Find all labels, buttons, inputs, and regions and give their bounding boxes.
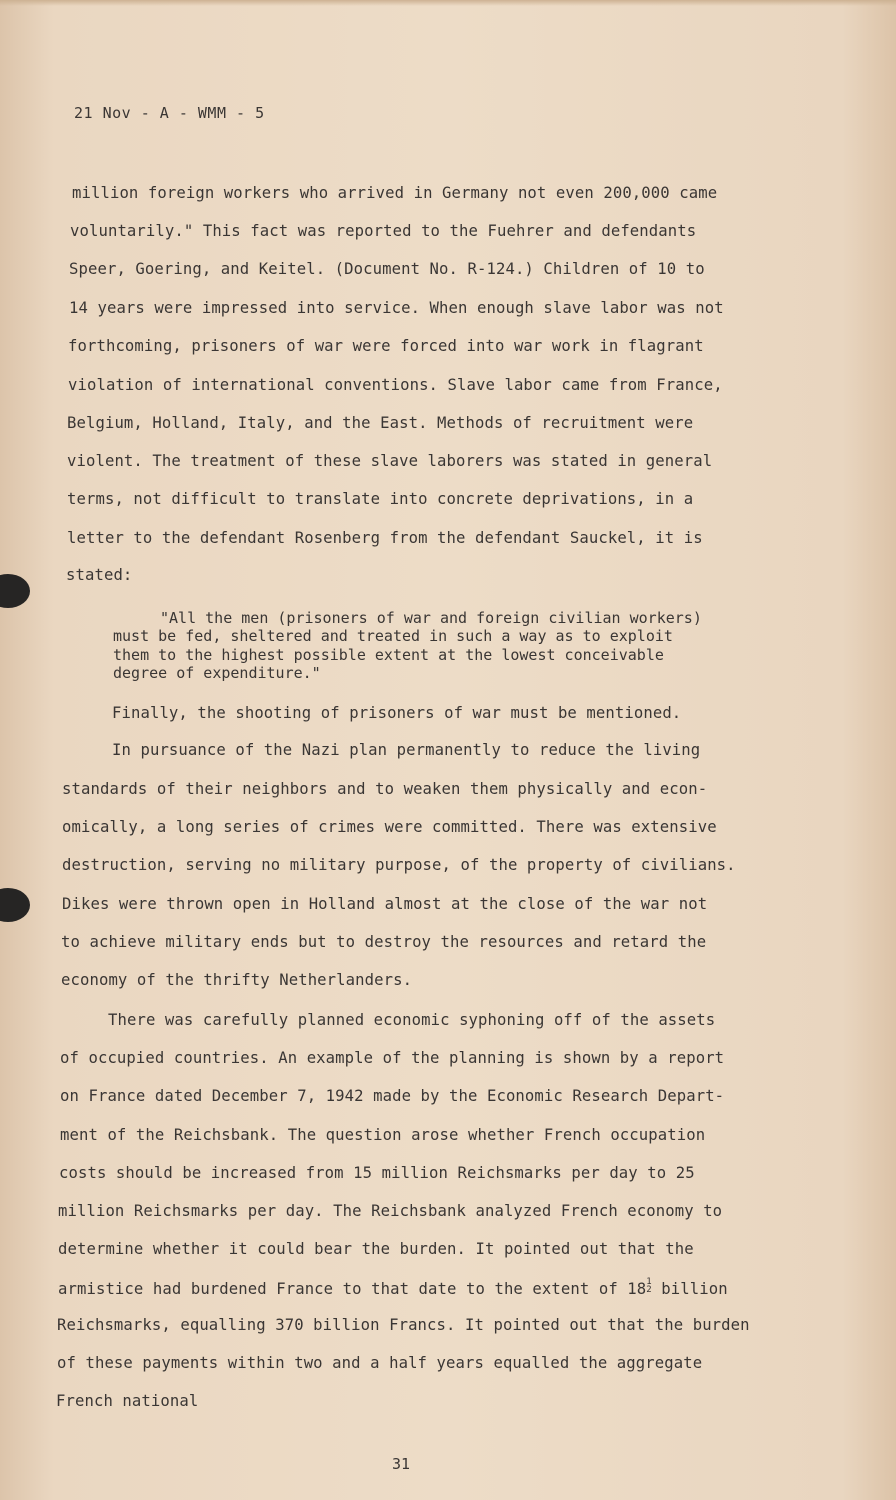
text-line: letter to the defendant Rosenberg from the defendant Sauckel, it is [67, 529, 703, 547]
text-line: destruction, serving no military purpose, of the property of civilians. [62, 856, 736, 874]
text-line: standards of their neighbors and to weaken them physically and econ- [62, 780, 708, 798]
quote-line: must be fed, sheltered and treated in such a way as to exploit [113, 627, 673, 645]
text-line: Dikes were thrown open in Holland almost at the close of the war not [62, 895, 708, 913]
fraction-numerator: 1 [646, 1277, 652, 1287]
text-line: stated: [66, 566, 133, 584]
text-line: violent. The treatment of these slave laborers was stated in general [67, 452, 713, 470]
text-segment: billion [651, 1280, 728, 1298]
text-line: of occupied countries. An example of the planning is shown by a report [60, 1049, 725, 1067]
text-line: to achieve military ends but to destroy the resources and retard the [61, 933, 707, 951]
text-line: determine whether it could bear the burden. It pointed out that the [58, 1240, 694, 1258]
text-line: voluntarily." This fact was reported to the Fuehrer and defendants [70, 222, 697, 240]
quote-line: degree of expenditure." [113, 664, 321, 682]
text-line: Reichsmarks, equalling 370 billion Francs. It pointed out that the burden [57, 1316, 750, 1334]
text-line: costs should be increased from 15 million Reichsmarks per day to 25 [59, 1164, 695, 1182]
text-line: In pursuance of the Nazi plan permanently to reduce the living [112, 741, 701, 759]
text-line: There was carefully planned economic syphoning off of the assets [108, 1011, 716, 1029]
text-line-with-fraction [58, 1278, 728, 1298]
quote-line: "All the men (prisoners of war and foreign civilian workers) [160, 609, 702, 627]
page-number: 31 [392, 1455, 411, 1473]
text-line: economy of the thrifty Netherlanders. [61, 971, 413, 989]
text-line: ment of the Reichsbank. The question arose whether French occupation [60, 1126, 706, 1144]
page-header: 21 Nov - A - WMM - 5 [74, 104, 265, 122]
text-line: 14 years were impressed into service. When enough slave labor was not [69, 299, 724, 317]
text-line: forthcoming, prisoners of war were forced into war work in flagrant [68, 337, 704, 355]
text-line: Belgium, Holland, Italy, and the East. Methods of recruitment were [67, 414, 694, 432]
text-line: omically, a long series of crimes were committed. There was extensive [62, 818, 717, 836]
text-line: million foreign workers who arrived in Germany not even 200,000 came [72, 184, 718, 202]
text-line: Finally, the shooting of prisoners of war must be mentioned. [112, 704, 682, 722]
text-line: on France dated December 7, 1942 made by the Economic Research Depart- [60, 1087, 725, 1105]
paper-edge [0, 0, 896, 6]
fraction-denominator: 2 [646, 1285, 652, 1295]
text-line: violation of international conventions. Slave labor came from France, [68, 376, 723, 394]
text-line: Speer, Goering, and Keitel. (Document No. R-124.) Children of 10 to [69, 260, 705, 278]
text-line: terms, not difficult to translate into concrete deprivations, in a [67, 490, 694, 508]
punch-hole-upper [0, 574, 30, 608]
punch-hole-lower [0, 888, 30, 922]
text-line: French national [56, 1392, 199, 1410]
text-segment: armistice had burdened France to that date to the extent of 18 [58, 1280, 647, 1298]
text-line: million Reichsmarks per day. The Reichsbank analyzed French economy to [58, 1202, 723, 1220]
quote-line: them to the highest possible extent at the lowest conceivable [113, 646, 664, 664]
text-line: of these payments within two and a half years equalled the aggregate [57, 1354, 703, 1372]
